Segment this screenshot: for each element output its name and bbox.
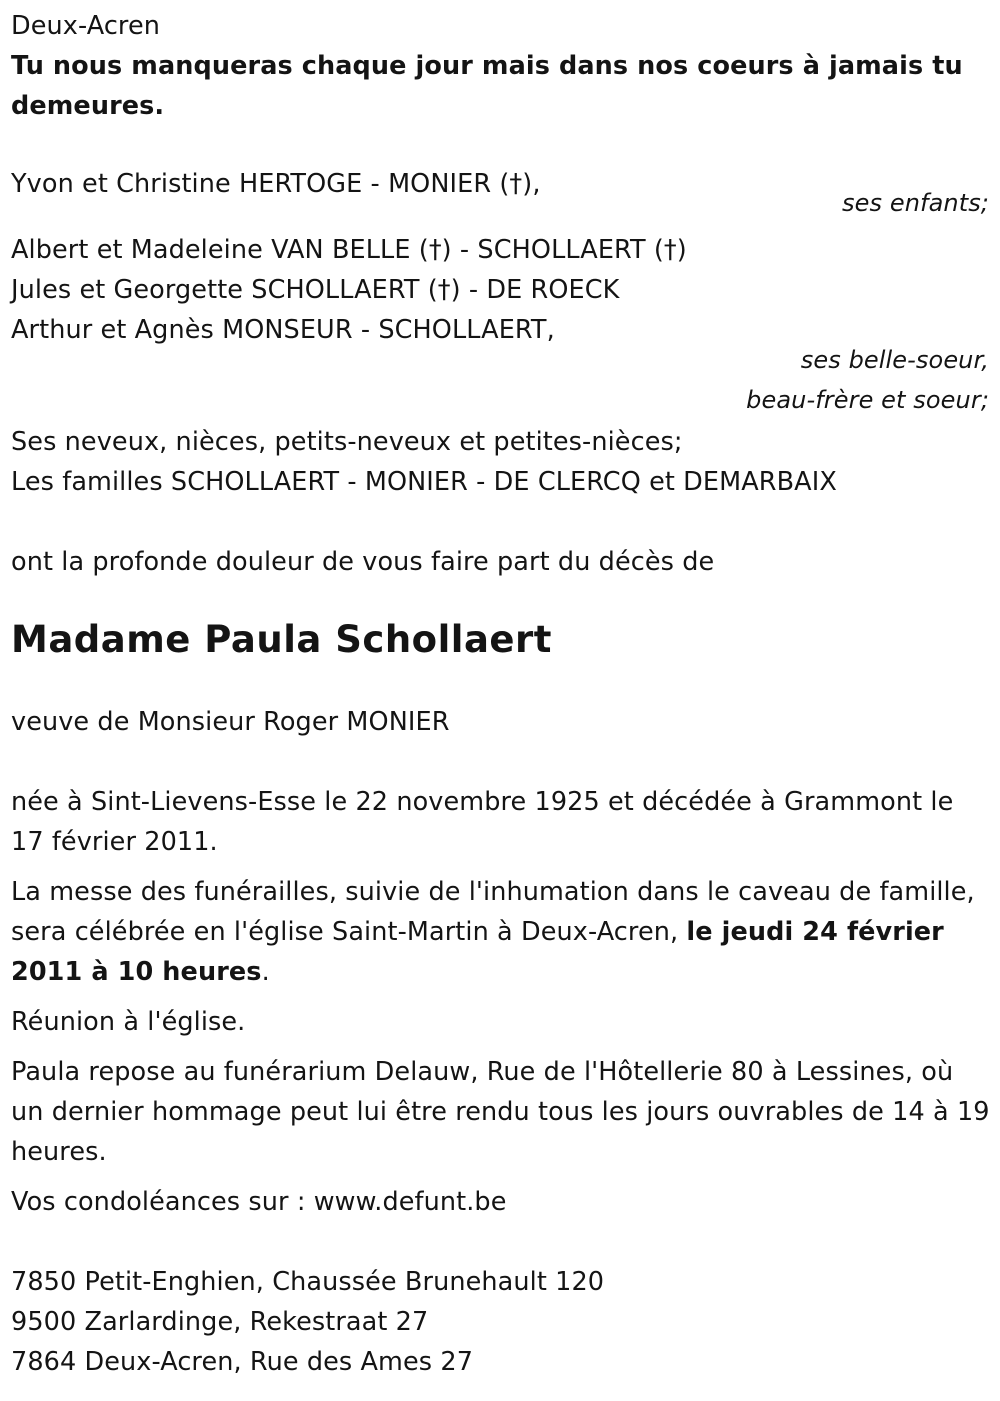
funeral-mass-paragraph: [11, 872, 991, 992]
spacer: [11, 126, 991, 164]
in-laws-role-1: ses belle-soeur,: [800, 346, 989, 374]
announcement-text: ont la profonde douleur de vous faire part du décès de: [11, 547, 715, 577]
spacer: [11, 662, 991, 702]
location-header: Deux-Acren: [11, 11, 161, 41]
spacer: [11, 1222, 991, 1262]
spacer: [11, 582, 991, 618]
birth-death-text: née à Sint-Lievens-Esse le 22 novembre 1925 et décédée à Grammont le 17 février 2011.: [11, 787, 954, 857]
children-line: Yvon et Christine HERTOGE - MONIER (†),: [11, 169, 541, 199]
spacer: [11, 502, 991, 542]
address-2: 9500 Zarlardinge, Rekestraat 27: [11, 1307, 429, 1337]
funeral-mass-text: La messe des funérailles, suivie de l'inhumation dans le caveau de famille, sera célébrée en l'église Saint-Martin à Deux-Acren,: [11, 877, 975, 947]
meeting-text: Réunion à l'église.: [11, 1007, 246, 1037]
spacer: [11, 742, 991, 782]
funeral-mass-date: le jeudi 24 février 2011 à 10 heures: [11, 917, 944, 987]
in-laws-role-2: beau-frère et soeur;: [746, 386, 989, 414]
children-role: ses enfants;: [842, 189, 989, 217]
funeral-mass-end: .: [261, 957, 270, 987]
spacer: [11, 218, 991, 230]
address-1: 7850 Petit-Enghien, Chaussée Brunehault 120: [11, 1267, 605, 1297]
rest-text: Paula repose au funérarium Delauw, Rue de l'Hôtellerie 80 à Lessines, où un dernier hommage peut lui être rendu tous les jours ouvrables de 14 à 19 heures.: [11, 1057, 990, 1167]
widow-of-text: veuve de Monsieur Roger MONIER: [11, 707, 450, 737]
families-line: Les familles SCHOLLAERT - MONIER - DE CLERCQ et DEMARBAIX: [11, 467, 837, 497]
address-3: 7864 Deux-Acren, Rue des Ames 27: [11, 1347, 474, 1377]
in-law-line-1: Albert et Madeleine VAN BELLE (†) - SCHOLLAERT (†): [11, 235, 687, 265]
relatives-line: Ses neveux, nièces, petits-neveux et petites-nièces;: [11, 427, 683, 457]
in-law-line-3: Arthur et Agnès MONSEUR - SCHOLLAERT,: [11, 315, 555, 345]
deceased-name: Madame Paula Schollaert: [11, 618, 552, 661]
obituary-page: [11, 6, 991, 1382]
condolences-text: Vos condoléances sur : www.defunt.be: [11, 1187, 507, 1217]
epitaph: Tu nous manqueras chaque jour mais dans nos coeurs à jamais tu demeures.: [11, 51, 963, 121]
in-law-line-2: Jules et Georgette SCHOLLAERT (†) - DE ROECK: [11, 275, 620, 305]
